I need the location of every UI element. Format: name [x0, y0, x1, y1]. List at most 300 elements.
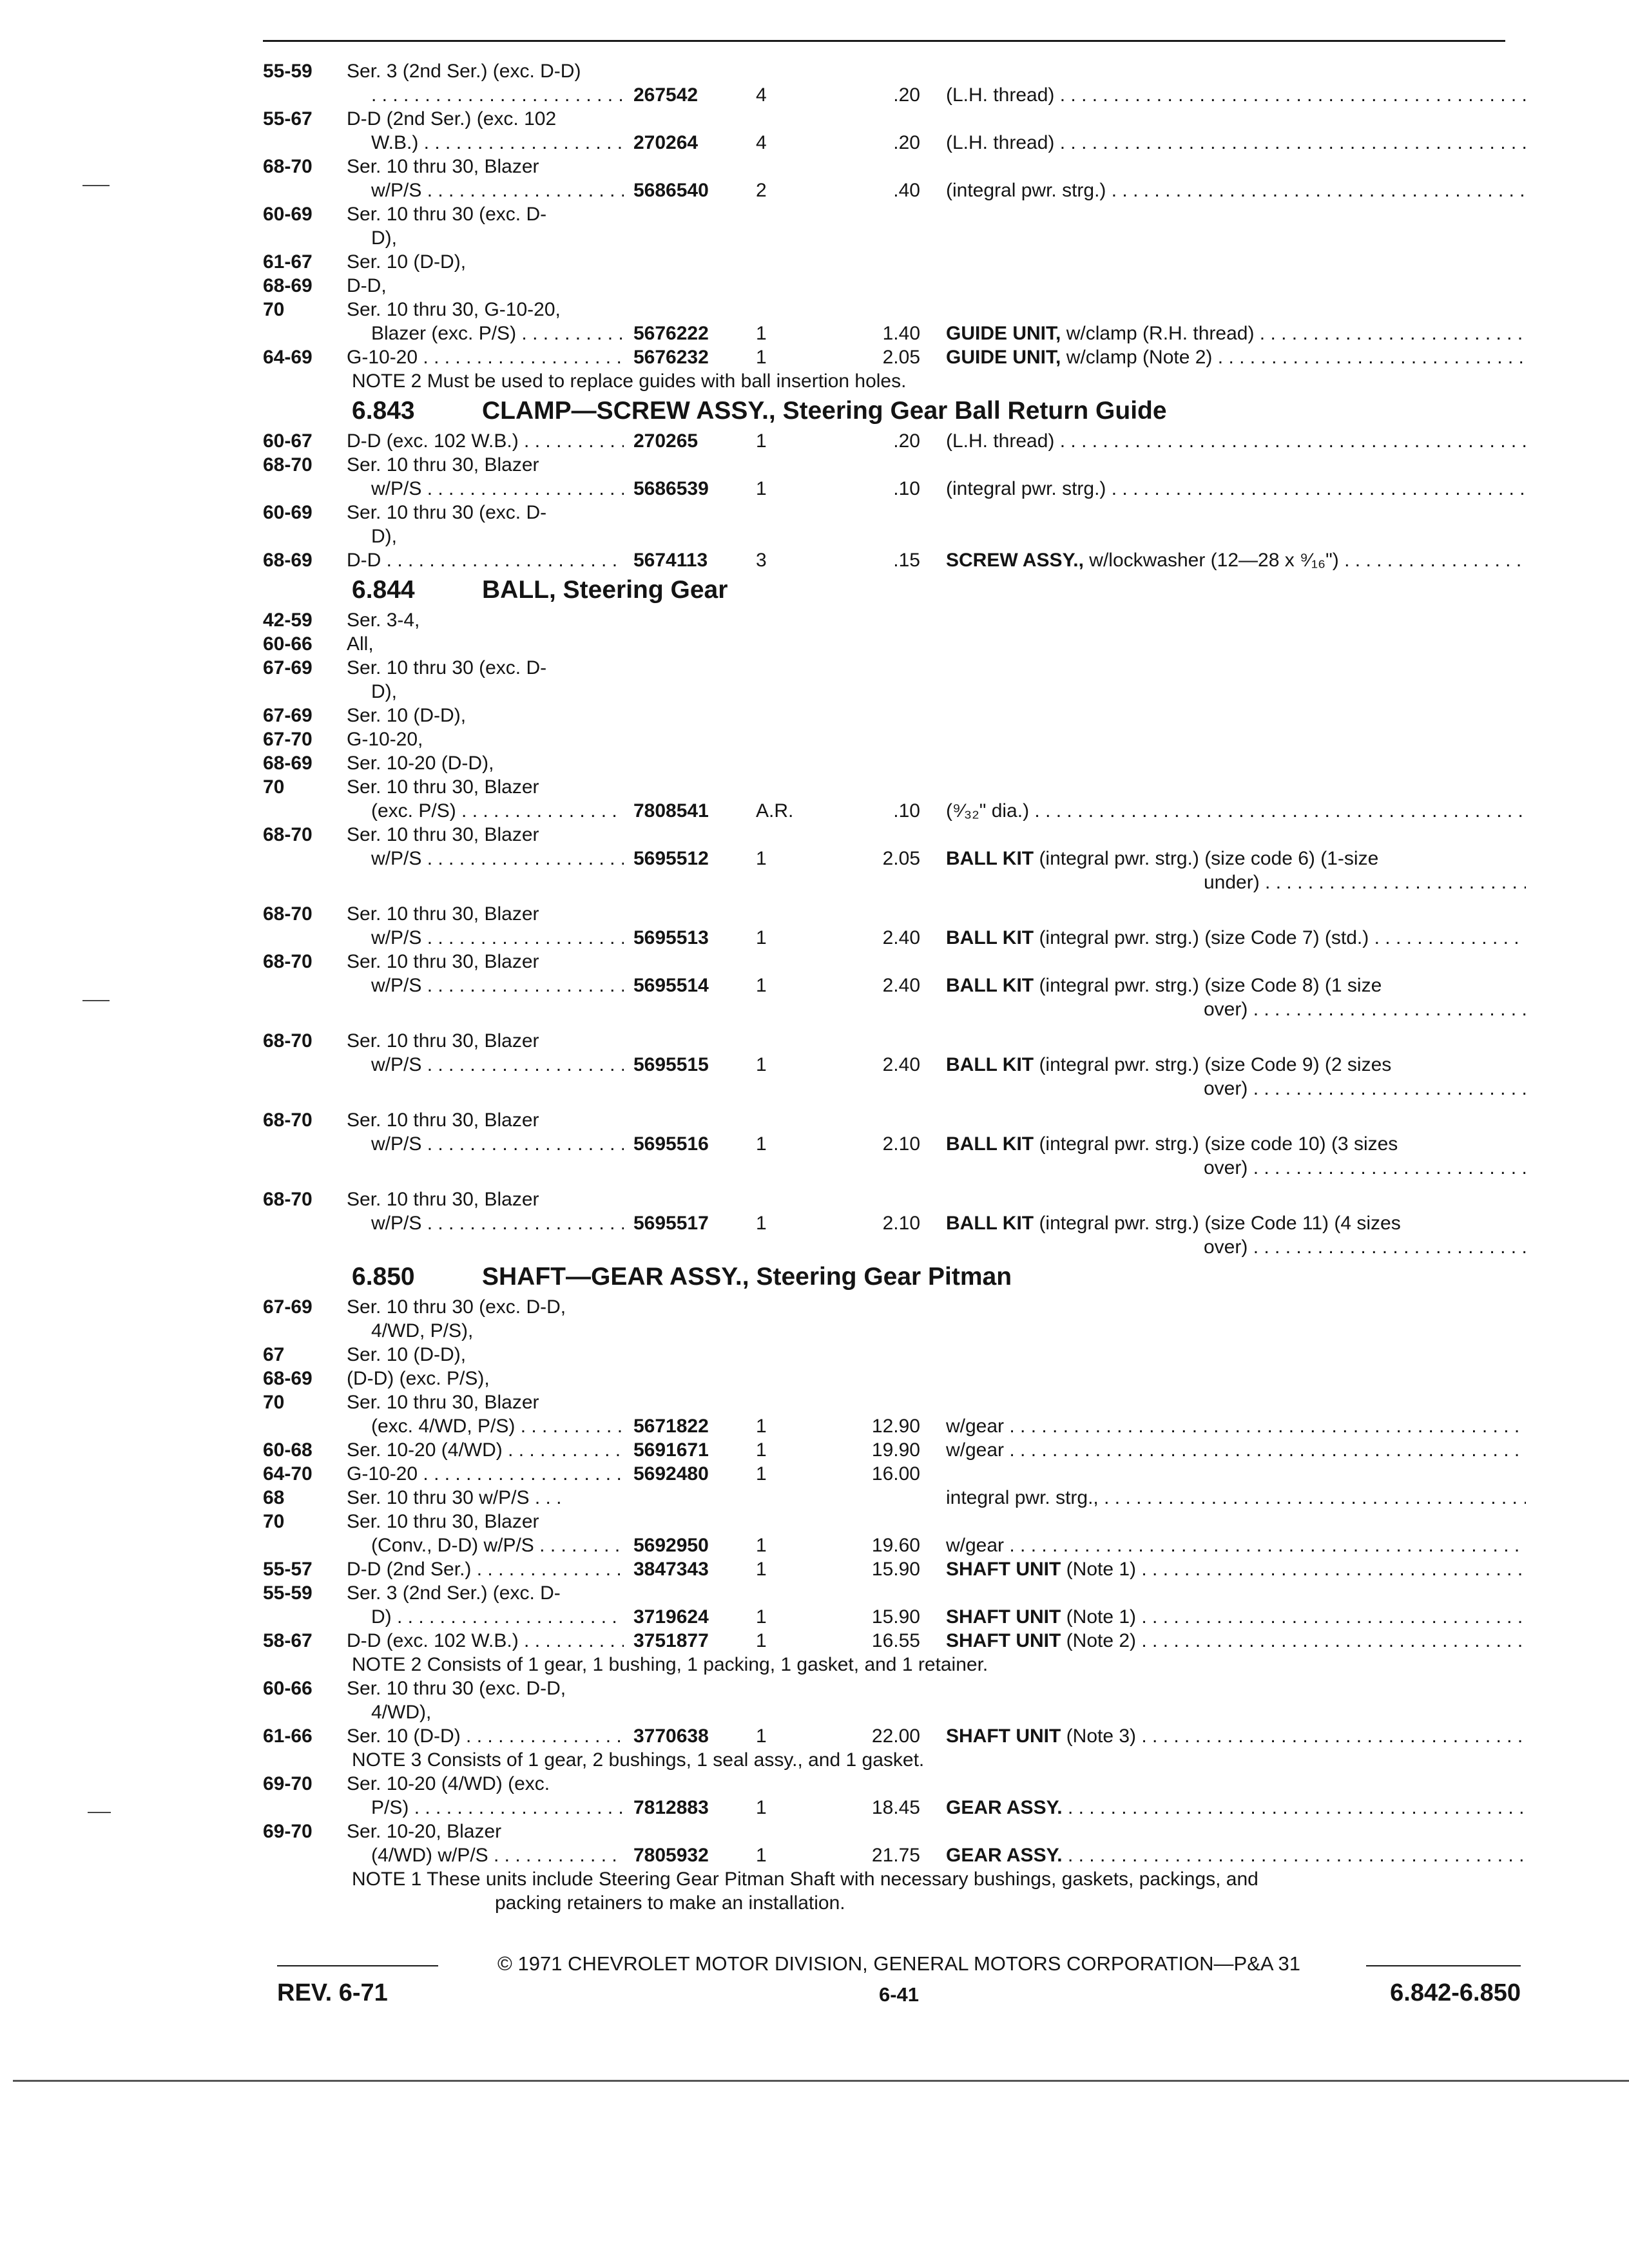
description-text: w/lockwasher (12—28 x ⁹⁄₁₆"): [1083, 550, 1339, 571]
description: [946, 1053, 1526, 1077]
application: Ser. 10 thru 30, Blazer: [347, 1392, 539, 1413]
application: Ser. 10 thru 30 (exc. D-D,: [347, 1296, 566, 1318]
description-text: (Note 1): [1061, 1559, 1137, 1580]
model-years: 68-69: [263, 275, 313, 296]
table-row: [263, 226, 1526, 250]
application: Ser. 10 thru 30, G-10-20,: [347, 299, 561, 320]
description-text: (integral pwr. strg.): [946, 180, 1106, 201]
price: 2.10: [882, 1213, 920, 1234]
table-row: [263, 1581, 1526, 1605]
application: Ser. 10 thru 30 (exc. D-D,: [347, 1678, 566, 1699]
description: [946, 1486, 1526, 1510]
application: Ser. 3-4,: [347, 610, 420, 631]
table-row: [263, 524, 1526, 548]
note-text: packing retainers to make an installation.: [495, 1892, 845, 1914]
table-row: [263, 1486, 1526, 1510]
model-years: 67-69: [263, 705, 313, 726]
application: Ser. 10 thru 30, Blazer: [347, 1030, 539, 1052]
section-title: SHAFT—GEAR ASSY., Steering Gear Pitman: [482, 1263, 1012, 1291]
application: G-10-20 . . .: [347, 1462, 624, 1486]
table-row: [263, 107, 1526, 131]
table-row: [263, 429, 1526, 453]
description-text: over): [1204, 1157, 1248, 1178]
application: D-D (exc. 102 W.B.) . . .: [347, 429, 624, 453]
model-years: 68: [263, 1487, 285, 1508]
part-number: 7808541: [633, 800, 709, 822]
model-years: 67-69: [263, 1296, 313, 1318]
quantity: 4: [756, 132, 767, 153]
description: [946, 1724, 1526, 1748]
model-years: 68-70: [263, 1110, 313, 1131]
table-row: [263, 1235, 1526, 1259]
application: 4/WD, P/S),: [371, 1320, 474, 1341]
quantity: 1: [756, 1213, 767, 1234]
description: [946, 1533, 1526, 1557]
description-keyword: GEAR ASSY.: [946, 1797, 1063, 1818]
table-row: [263, 202, 1526, 226]
price: 1.40: [882, 323, 920, 344]
model-years: 68-69: [263, 753, 313, 774]
description: [946, 429, 1526, 453]
quantity: 1: [756, 1133, 767, 1155]
price: .20: [893, 430, 920, 452]
model-years: 55-67: [263, 108, 313, 130]
application: D),: [371, 526, 397, 547]
description-keyword: SHAFT UNIT: [946, 1559, 1061, 1580]
copyright-text: © 1971 CHEVROLET MOTOR DIVISION, GENERAL MOTORS CORPORATION—P&A 31: [497, 1952, 1300, 1975]
table-row: [263, 1053, 1526, 1077]
part-number: 3751877: [633, 1630, 709, 1651]
table-row: [263, 322, 1526, 345]
footer-rule-right: [1366, 1965, 1521, 1966]
description-keyword: GUIDE UNIT,: [946, 347, 1061, 368]
description: [946, 1132, 1526, 1156]
table-row: [263, 1557, 1526, 1581]
description-keyword: SHAFT UNIT: [946, 1725, 1061, 1747]
application: Ser. 10-20 (D-D),: [347, 753, 494, 774]
description-text: (L.H. thread): [946, 132, 1055, 153]
description-keyword: GEAR ASSY.: [946, 1845, 1063, 1866]
description: [946, 178, 1526, 202]
price: 16.55: [871, 1630, 920, 1651]
model-years: 68-70: [263, 1189, 313, 1210]
table-row: [263, 1156, 1526, 1180]
application: Ser. 3 (2nd Ser.) (exc. D-D): [347, 61, 581, 82]
model-years: 60-69: [263, 204, 313, 225]
part-number: 5695517: [633, 1213, 709, 1234]
part-number: 7812883: [633, 1797, 709, 1818]
price: 2.10: [882, 1133, 920, 1155]
description: [946, 1438, 1526, 1462]
table-row: [263, 345, 1526, 369]
table-row: [263, 1748, 1526, 1772]
model-years: 69-70: [263, 1821, 313, 1842]
quantity: 3: [756, 550, 767, 571]
page-footer: [277, 1952, 1521, 2018]
quantity: 1: [756, 1630, 767, 1651]
model-years: 60-66: [263, 1678, 313, 1699]
model-years: 55-59: [263, 61, 313, 82]
application: D-D (2nd Ser.) (exc. 102: [347, 108, 557, 130]
table-row: [263, 847, 1526, 870]
table-row: [263, 1132, 1526, 1156]
description-text: (integral pwr. strg.): [946, 478, 1106, 499]
note-text: NOTE 2 Must be used to replace guides with ball insertion holes.: [352, 370, 907, 392]
table-row: [263, 1029, 1526, 1053]
quantity: 1: [756, 1725, 767, 1747]
model-years: 67-69: [263, 657, 313, 678]
description-text: w/gear: [946, 1439, 1005, 1461]
part-number: 267542: [633, 84, 699, 106]
section-heading: [263, 1259, 1526, 1295]
application: w/P/S . . .: [347, 1132, 624, 1156]
description: [946, 1557, 1526, 1581]
table-row: [263, 178, 1526, 202]
table-row: [263, 950, 1526, 974]
application: D),: [371, 681, 397, 702]
application: Ser. 10 thru 30, Blazer: [347, 951, 539, 972]
table-row: [263, 274, 1526, 298]
part-number: 5671822: [633, 1416, 709, 1437]
model-years: 70: [263, 1511, 285, 1532]
description-text: over): [1204, 1236, 1248, 1258]
table-row: [263, 1108, 1526, 1132]
description-keyword: SCREW ASSY.,: [946, 550, 1084, 571]
description-keyword: BALL KIT: [946, 1054, 1034, 1075]
part-number: 5692480: [633, 1463, 709, 1485]
price: .10: [893, 800, 920, 822]
quantity: 1: [756, 1559, 767, 1580]
application: G-10-20 . . .: [347, 345, 624, 369]
part-number: 7805932: [633, 1845, 709, 1866]
note-text: NOTE 2 Consists of 1 gear, 1 bushing, 1 packing, 1 gasket, and 1 retainer.: [352, 1654, 988, 1675]
table-row: [263, 477, 1526, 501]
description-continued: [1204, 870, 1526, 894]
model-years: 68-70: [263, 1030, 313, 1052]
table-row: [263, 974, 1526, 997]
table-row: [263, 1438, 1526, 1462]
application: w/P/S . . .: [347, 974, 624, 997]
note-text: NOTE 3 Consists of 1 gear, 2 bushings, 1 seal assy., and 1 gasket.: [352, 1749, 925, 1771]
footer-rule-left: [277, 1965, 438, 1966]
row-spacer: [263, 1180, 1526, 1187]
table-row: [263, 704, 1526, 727]
section-number: 6.844: [352, 576, 415, 604]
application: Ser. 10-20, Blazer: [347, 1821, 502, 1842]
price: .40: [893, 180, 920, 201]
description: [946, 477, 1526, 501]
description-text: w/clamp (Note 2): [1061, 347, 1213, 368]
part-number: 5695515: [633, 1054, 709, 1075]
application: D-D,: [347, 275, 387, 296]
part-number: 5686540: [633, 180, 709, 201]
table-row: [263, 1891, 1526, 1915]
model-years: 68-69: [263, 550, 313, 571]
section-number: 6.850: [352, 1263, 415, 1291]
description-continued: [1204, 1156, 1526, 1180]
table-row: [263, 369, 1526, 393]
price: .20: [893, 132, 920, 153]
quantity: 1: [756, 323, 767, 344]
table-row: [263, 298, 1526, 322]
table-row: [263, 250, 1526, 274]
quantity: 1: [756, 848, 767, 869]
margin-tick: [88, 1812, 111, 1813]
part-number: 5674113: [633, 550, 708, 571]
table-row: [263, 155, 1526, 178]
table-row: [263, 1319, 1526, 1343]
application: w/P/S . . .: [347, 847, 624, 870]
table-row: [263, 501, 1526, 524]
description-keyword: BALL KIT: [946, 975, 1034, 996]
table-row: [263, 1462, 1526, 1486]
part-number: 3847343: [633, 1559, 709, 1580]
model-years: 67-70: [263, 729, 313, 750]
description-continued: [1204, 1077, 1526, 1100]
application: Ser. 10 thru 30 (exc. D-: [347, 502, 547, 523]
price: 2.40: [882, 1054, 920, 1075]
description: [946, 131, 1526, 155]
table-row: [263, 608, 1526, 632]
quantity: 4: [756, 84, 767, 106]
quantity: 1: [756, 1416, 767, 1437]
section-heading: [263, 572, 1526, 608]
table-row: [263, 59, 1526, 83]
price: 18.45: [871, 1797, 920, 1818]
model-years: 55-57: [263, 1559, 313, 1580]
table-row: [263, 775, 1526, 799]
part-number: 3770638: [633, 1725, 709, 1747]
bottom-rule: [13, 2080, 1629, 2082]
application: Ser. 10 (D-D) . . .: [347, 1724, 624, 1748]
application: D-D (exc. 102 W.B.) . . .: [347, 1629, 624, 1653]
application: Ser. 10 thru 30 w/P/S . . .: [347, 1487, 562, 1508]
description-text: (integral pwr. strg.) (size code 10) (3 sizes: [1034, 1133, 1398, 1155]
application: 4/WD),: [371, 1702, 432, 1723]
note-text: NOTE 1 These units include Steering Gear Pitman Shaft with necessary bushings, gaskets, packings, and: [352, 1869, 1258, 1890]
revision-label: REV. 6-71: [277, 1979, 388, 2006]
price: 2.05: [882, 848, 920, 869]
description: [946, 799, 1526, 823]
price: 15.90: [871, 1606, 920, 1628]
price: 19.90: [871, 1439, 920, 1461]
model-years: 60-67: [263, 430, 313, 452]
description-continued: [1204, 997, 1526, 1021]
quantity: 1: [756, 1439, 767, 1461]
description-text: (⁹⁄₃₂" dia.): [946, 800, 1030, 822]
price: 2.40: [882, 927, 920, 948]
price: .10: [893, 478, 920, 499]
application: [347, 83, 624, 107]
application: G-10-20,: [347, 729, 423, 750]
table-row: [263, 727, 1526, 751]
quantity: 1: [756, 1054, 767, 1075]
table-row: [263, 1510, 1526, 1533]
description-text: over): [1204, 1078, 1248, 1099]
quantity: 1: [756, 1463, 767, 1485]
copyright-line: [277, 1952, 1521, 1975]
application: w/P/S . . .: [347, 1053, 624, 1077]
quantity: 1: [756, 1606, 767, 1628]
application: (4/WD) w/P/S . . .: [347, 1843, 624, 1867]
row-spacer: [263, 1100, 1526, 1108]
price: 12.90: [871, 1416, 920, 1437]
price: 19.60: [871, 1535, 920, 1556]
description-text: (integral pwr. strg.) (size Code 8) (1 size: [1034, 975, 1382, 996]
model-years: 64-70: [263, 1463, 313, 1485]
table-row: [263, 131, 1526, 155]
description-text: (L.H. thread): [946, 430, 1055, 452]
table-row: [263, 1653, 1526, 1677]
description-keyword: BALL KIT: [946, 848, 1034, 869]
quantity: 1: [756, 975, 767, 996]
description-keyword: BALL KIT: [946, 927, 1034, 948]
description-text: (integral pwr. strg.) (size Code 7) (std.): [1034, 927, 1369, 948]
application: Ser. 10 thru 30, Blazer: [347, 156, 539, 177]
price: 21.75: [871, 1845, 920, 1866]
section-title: BALL, Steering Gear: [482, 576, 728, 604]
description-keyword: SHAFT UNIT: [946, 1606, 1061, 1628]
table-row: [263, 1820, 1526, 1843]
section-number: 6.843: [352, 397, 415, 425]
description-text: w/gear: [946, 1416, 1005, 1437]
application: w/P/S . . .: [347, 477, 624, 501]
description-text: (integral pwr. strg.) (size Code 9) (2 sizes: [1034, 1054, 1392, 1075]
price: .20: [893, 84, 920, 106]
table-row: [263, 1533, 1526, 1557]
table-row: [263, 1796, 1526, 1820]
quantity: 1: [756, 430, 767, 452]
table-row: [263, 823, 1526, 847]
application: (exc. P/S) . . .: [347, 799, 624, 823]
description: [946, 847, 1526, 870]
part-number: 5695516: [633, 1133, 709, 1155]
section-heading: [263, 393, 1526, 429]
application: Ser. 3 (2nd Ser.) (exc. D-: [347, 1582, 561, 1604]
part-number: 3719624: [633, 1606, 709, 1628]
application: Ser. 10 thru 30, Blazer: [347, 1189, 539, 1210]
description-text: under): [1204, 872, 1260, 893]
description: [946, 83, 1526, 107]
application: Ser. 10-20 (4/WD) . . .: [347, 1438, 624, 1462]
application: w/P/S . . .: [347, 926, 624, 950]
table-row: [263, 1077, 1526, 1100]
model-years: 68-70: [263, 156, 313, 177]
application: Ser. 10 (D-D),: [347, 251, 467, 273]
description-text: (Note 2): [1061, 1630, 1137, 1651]
table-row: [263, 1605, 1526, 1629]
model-years: 60-69: [263, 502, 313, 523]
table-row: [263, 902, 1526, 926]
application: D),: [371, 227, 397, 249]
table-row: [263, 1772, 1526, 1796]
application: P/S) . . .: [347, 1796, 624, 1820]
quantity: 1: [756, 1797, 767, 1818]
part-number: 5692950: [633, 1535, 709, 1556]
table-row: [263, 926, 1526, 950]
quantity: 1: [756, 1535, 767, 1556]
application: Ser. 10 thru 30 (exc. D-: [347, 204, 547, 225]
application: Ser. 10 thru 30, Blazer: [347, 824, 539, 845]
table-row: [263, 1843, 1526, 1867]
footer-bottom: [277, 1979, 1521, 2018]
table-row: [263, 1867, 1526, 1891]
table-row: [263, 1211, 1526, 1235]
description-keyword: BALL KIT: [946, 1133, 1034, 1155]
model-years: 61-66: [263, 1725, 313, 1747]
model-years: 69-70: [263, 1773, 313, 1794]
model-years: 68-70: [263, 454, 313, 476]
row-spacer: [263, 894, 1526, 902]
application: w/P/S . . .: [347, 1211, 624, 1235]
quantity: 1: [756, 478, 767, 499]
application: Ser. 10 thru 30 (exc. D-: [347, 657, 547, 678]
part-number: 270265: [633, 430, 699, 452]
description-text: w/gear: [946, 1535, 1005, 1556]
model-years: 42-59: [263, 610, 313, 631]
application: D) . . .: [347, 1605, 624, 1629]
application: Ser. 10 thru 30, Blazer: [347, 776, 539, 798]
quantity: 1: [756, 1845, 767, 1866]
part-number: 5676232: [633, 347, 709, 368]
price: 22.00: [871, 1725, 920, 1747]
application: Ser. 10 thru 30, Blazer: [347, 454, 539, 476]
description: [946, 1843, 1526, 1867]
table-row: [263, 83, 1526, 107]
model-years: 58-67: [263, 1630, 313, 1651]
quantity: 1: [756, 927, 767, 948]
application: Ser. 10 (D-D),: [347, 1344, 467, 1365]
model-years: 60-68: [263, 1439, 313, 1461]
description-keyword: SHAFT UNIT: [946, 1630, 1061, 1651]
application: (Conv., D-D) w/P/S . . .: [347, 1533, 624, 1557]
model-years: 64-69: [263, 347, 313, 368]
description: [946, 345, 1526, 369]
table-row: [263, 997, 1526, 1021]
model-years: 70: [263, 1392, 285, 1413]
row-spacer: [263, 1021, 1526, 1029]
part-number: 270264: [633, 132, 699, 153]
part-number: 5695513: [633, 927, 709, 948]
model-years: 70: [263, 776, 285, 798]
description-keyword: BALL KIT: [946, 1213, 1034, 1234]
part-number: 5691671: [633, 1439, 709, 1461]
description-text: (integral pwr. strg.) (size Code 11) (4 sizes: [1034, 1213, 1401, 1234]
table-row: [263, 1295, 1526, 1319]
description-text: (integral pwr. strg.) (size code 6) (1-size: [1034, 848, 1379, 869]
part-number: 5676222: [633, 323, 709, 344]
part-number: 5686539: [633, 478, 709, 499]
table-row: [263, 632, 1526, 656]
table-row: [263, 1343, 1526, 1367]
application: Ser. 10 thru 30, Blazer: [347, 1110, 539, 1131]
part-number: 5695512: [633, 848, 709, 869]
margin-tick: [82, 1000, 110, 1001]
application: All,: [347, 633, 374, 655]
description-text: (Note 3): [1061, 1725, 1137, 1747]
application: D-D . . .: [347, 548, 624, 572]
table-row: [263, 1390, 1526, 1414]
model-years: 61-67: [263, 251, 313, 273]
table-row: [263, 680, 1526, 704]
description-continued: [1204, 1235, 1526, 1259]
table-row: [263, 1677, 1526, 1700]
model-years: 70: [263, 299, 285, 320]
top-rule: [263, 40, 1505, 42]
part-number: 5695514: [633, 975, 709, 996]
application: (D-D) (exc. P/S),: [347, 1368, 490, 1389]
description-text: integral pwr. strg.,: [946, 1487, 1099, 1508]
